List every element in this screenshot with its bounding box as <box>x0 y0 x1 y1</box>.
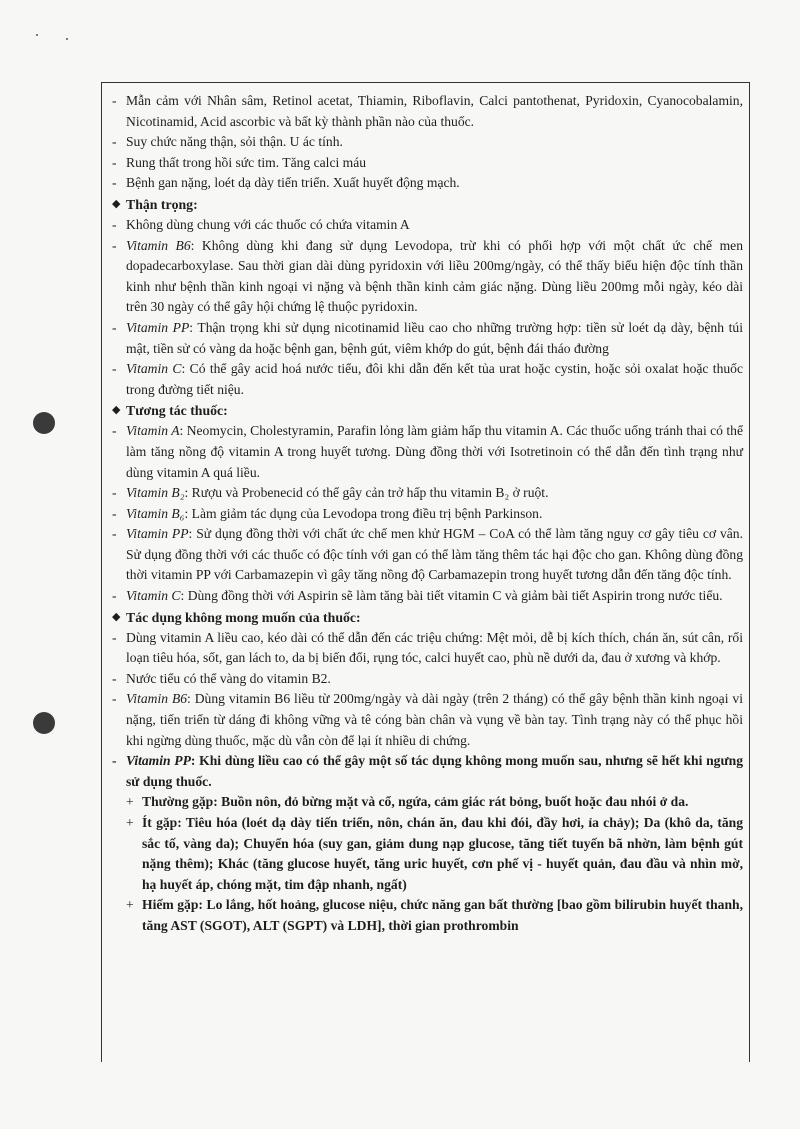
side-effect-item-pp <box>112 751 743 792</box>
item-text: Nước tiểu có thể vàng do vitamin B2. <box>126 670 331 686</box>
item-lead: Vitamin PP <box>126 526 189 542</box>
item-text: : Có thể gây acid hoá nước tiểu, đôi khi dẫn đến kết tủa urat hoặc cystin, hoặc sỏi oxalat hoặc thuốc trong đường tiết niệu. <box>126 361 743 397</box>
precaution-item <box>112 359 743 400</box>
document-frame <box>101 82 750 1062</box>
plus-bullet-icon: + <box>126 897 134 913</box>
punch-hole-bottom <box>33 712 55 734</box>
interaction-item <box>112 504 743 525</box>
side-effect-item <box>112 669 743 690</box>
sub-item-text: Thường gặp: Buồn nôn, đỏ bừng mặt và cổ, ngứa, cảm giác rát bỏng, buốt hoặc đau nhói ở da. <box>142 794 689 810</box>
item-text: : Dùng đồng thời với Aspirin sẽ làm tăng bài tiết vitamin C và giảm bài tiết Aspirin trong nước tiểu. <box>180 588 723 604</box>
punch-hole-top <box>33 412 55 434</box>
side-effect-item <box>112 689 743 751</box>
precaution-item <box>112 318 743 359</box>
item-text: : Thận trọng khi sử dụng nicotinamid liều cao cho những trường hợp: tiền sử loét dạ dày, bệnh túi mật, tiền sử có vàng da hoặc bệnh gan, bệnh gút, viêm khớp do gút, bệnh đái tháo đường <box>126 319 743 356</box>
item-text: : Không dùng khi đang sử dụng Levodopa, trừ khi có phối hợp với một chất ức chế men dopadecarboxylase. Sau thời gian dài dùng pyridoxin với liều 200mg/ngày, có thể thấy biểu hiện độc tính thần kinh như bệnh thần kinh ngoại vi nặng và bệnh thần kinh cảm giác nặng. Dùng liều 200mg mỗi ngày, kéo dài trên 30 ngày có thể gây hội chứng lệ thuộc pyridoxin. <box>126 237 743 315</box>
item-lead: Vitamin B6 <box>126 237 191 253</box>
plus-bullet-icon: + <box>126 794 134 810</box>
interaction-item <box>112 483 743 504</box>
interaction-item <box>112 421 743 483</box>
item-lead: Vitamin C <box>126 361 182 377</box>
item-text: Dùng vitamin A liều cao, kéo dài có thể dẫn đến các triệu chứng: Mệt mỏi, dễ bị kích thích, chán ăn, sút cân, rối loạn tiêu hóa, sốt, gan lách to, da bị biến đổi, rụng tóc, calci huyết cao, phù nề dưới da, đau ở xương và khớp. <box>126 629 743 666</box>
sub-item <box>112 792 743 813</box>
sub-item <box>112 813 743 895</box>
plus-bullet-icon: + <box>126 815 134 830</box>
item-text: : Làm giảm tác dụng của Levodopa trong điều trị bệnh Parkinson. <box>184 505 543 521</box>
item-text: : Dùng vitamin B6 liều từ 200mg/ngày và dài ngày (trên 2 tháng) có thể gây bệnh thần kinh ngoại vi nặng, tiến triển từ dáng đi không vững và tê cóng bàn chân và vụng về bàn tay. Tình trạng này có thể phục hồi khi ngừng dùng thuốc, mặc dù vẫn còn để lại ít nhiều di chứng. <box>126 691 743 748</box>
item-lead: Vitamin A <box>126 423 180 439</box>
heading-text: Tương tác thuốc: <box>126 403 228 419</box>
item-text: Không dùng chung với các thuốc có chứa vitamin A <box>126 216 410 232</box>
scan-speck <box>36 34 38 36</box>
contra-item: - Suy chức năng thận, sỏi thận. U ác tính. <box>112 132 743 153</box>
interaction-item <box>112 524 743 586</box>
item-lead: Vitamin C <box>126 588 181 604</box>
item-lead: Vitamin B₂ <box>126 485 185 501</box>
item-text: : Khi dùng liều cao có thể gây một số tác dụng không mong muốn sau, nhưng sẽ hết khi ngưng sử dụng thuốc. <box>126 753 743 789</box>
item-text: : Sử dụng đồng thời với chất ức chế men khử HGM – CoA có thể làm tăng nguy cơ gây tiêu cơ vân. Sử dụng đồng thời với các thuốc có độc tính với gan có thể làm tăng thêm tác hại độc cho gan. Không dùng đồng thời vitamin PP với Carbamazepin vì gây tăng nồng độ Carbamazepin trong huyết tương dẫn đến tăng độc tính. <box>126 526 743 583</box>
sub-item <box>112 895 743 936</box>
contra-item: - Mẫn cảm với Nhân sâm, Retinol acetat, Thiamin, Riboflavin, Calci pantothenat, Pyridoxin, Cyanocobalamin, Nicotinamid, Acid ascorbic và bất kỳ thành phần nào của thuốc. <box>112 91 743 132</box>
section-heading-interactions <box>112 400 743 421</box>
precaution-item <box>112 236 743 318</box>
item-text: : Rượu và Probenecid có thể gây cản trở hấp thu vitamin B₂ ở ruột. <box>184 485 549 501</box>
precaution-item <box>112 215 743 236</box>
item-lead: Vitamin B₆ <box>126 505 185 521</box>
heading-text: Thận trọng: <box>126 196 198 212</box>
side-effect-item <box>112 628 743 669</box>
section-heading-side-effects <box>112 607 743 628</box>
contra-item: - Bệnh gan nặng, loét dạ dày tiến triển. Xuất huyết động mạch. <box>112 173 743 194</box>
sub-item-text: Hiếm gặp: Lo lắng, hốt hoảng, glucose niệu, chức năng gan bất thường [bao gồm bilirubin huyết thanh, tăng AST (SGOT), ALT (SGPT) và LDH], thời gian prothrombin <box>142 897 743 933</box>
scan-speck <box>66 38 68 40</box>
diamond-bullet-icon: ◆ <box>112 404 121 417</box>
contra-item: - Rung thất trong hồi sức tim. Tăng calci máu <box>112 153 743 174</box>
item-lead: Vitamin PP <box>126 753 191 769</box>
heading-text: Tác dụng không mong muốn của thuốc: <box>126 609 361 625</box>
item-lead: Vitamin B6 <box>126 691 188 707</box>
diamond-bullet-icon: ◆ <box>112 610 121 623</box>
item-text: : Neomycin, Cholestyramin, Parafin lỏng làm giảm hấp thu vitamin A. Các thuốc uống tránh thai có thể làm tăng nồng độ vitamin A trong huyết tương. Dùng đồng thời với Isotretinoin có thể dẫn đến tình trạng như dùng vitamin A quá liều. <box>126 423 743 480</box>
diamond-bullet-icon: ◆ <box>112 197 121 210</box>
item-lead: Vitamin PP <box>126 319 190 335</box>
section-heading-precautions <box>112 194 743 215</box>
interaction-item <box>112 586 743 607</box>
sub-item-text: Ít gặp: Tiêu hóa (loét dạ dày tiến triển, nôn, chán ăn, đau khi đói, đầy hơi, ỉa chảy); Da (khô da, tăng sắc tố, vàng da); Chuyển hóa (suy gan, giảm dung nạp glucose, tăng tiết tuyến bã nhờn, làm bệnh gút nặng thêm); Khác (tăng glucose huyết, tăng uric huyết, cơn phế vị - huyết quản, đau đầu và nhìn mờ, hạ huyết áp, chóng mặt, tim đập nhanh, ngất) <box>142 815 743 892</box>
